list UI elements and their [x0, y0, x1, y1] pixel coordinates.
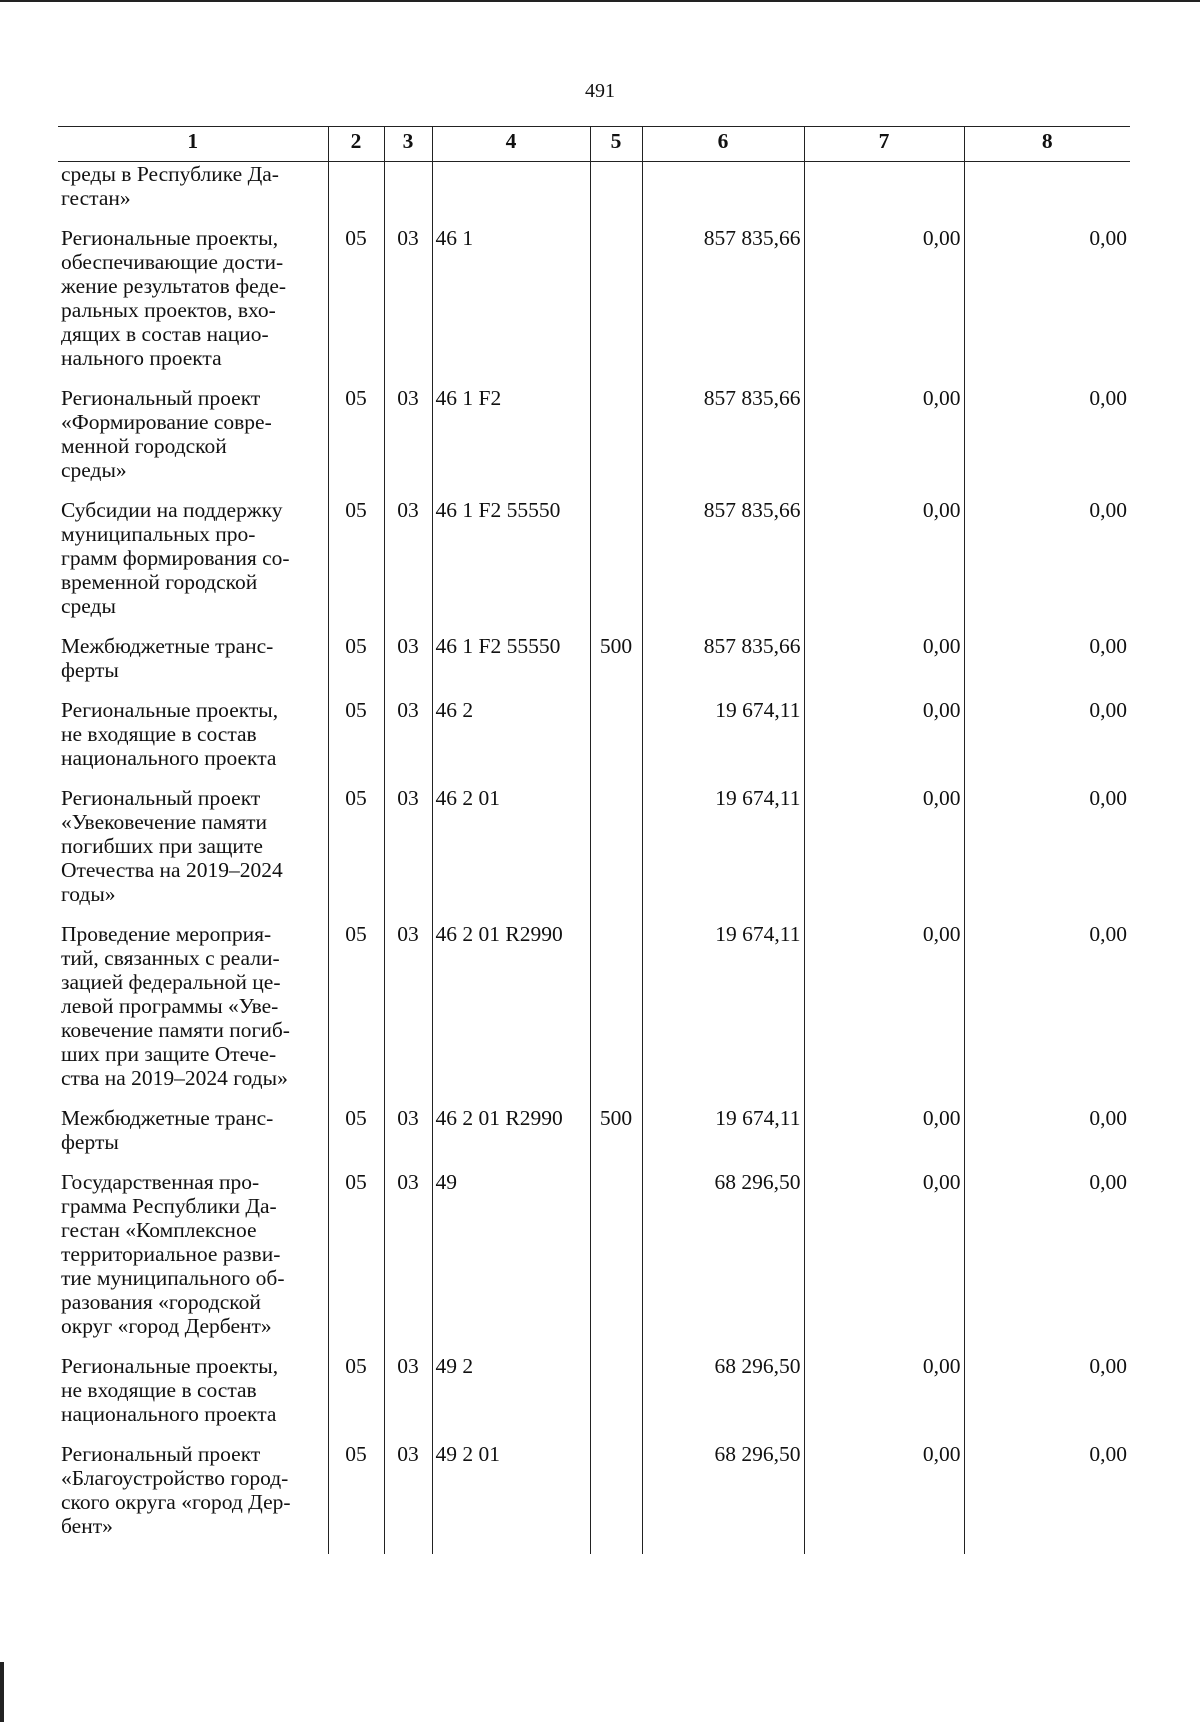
spacer-cell [432, 1338, 590, 1354]
amount-col8: 0,00 [964, 786, 1130, 906]
spacer-cell [964, 370, 1130, 386]
spacer-cell [804, 1538, 964, 1554]
expense-type-code [590, 226, 642, 370]
amount-col6: 857 835,66 [642, 386, 804, 482]
amount-col6: 857 835,66 [642, 226, 804, 370]
row-name: Проведение мероприя- тий, связанных с реали- зацией федеральной це- левой программы «Уве- ковечение памяти погиб- ших при защите Отече- ства на 2019–2024 годы» [58, 922, 328, 1090]
spacer-cell [384, 482, 432, 498]
amount-col7: 0,00 [804, 1170, 964, 1338]
spacer-cell [804, 682, 964, 698]
table-header-row [58, 127, 1130, 162]
amount-col6: 68 296,50 [642, 1442, 804, 1538]
row-name: Субсидии на поддержку муниципальных про- грамм формирования со- временной городской среды [58, 498, 328, 618]
target-article-code: 46 2 01 R2990 [432, 922, 590, 1090]
spacer-cell [590, 1154, 642, 1170]
row-spacer [58, 906, 1130, 922]
table-row [58, 1354, 1130, 1426]
spacer-cell [384, 618, 432, 634]
subsection-code: 03 [384, 1442, 432, 1538]
spacer-cell [804, 770, 964, 786]
subsection-code: 03 [384, 922, 432, 1090]
spacer-cell [804, 210, 964, 226]
expense-type-code [590, 498, 642, 618]
section-code: 05 [328, 1170, 384, 1338]
table-row [58, 634, 1130, 682]
spacer-cell [804, 1090, 964, 1106]
spacer-cell [432, 1538, 590, 1554]
spacer-cell [384, 1338, 432, 1354]
target-article-code: 49 [432, 1170, 590, 1338]
spacer-cell [432, 210, 590, 226]
row-name: Региональные проекты, не входящие в состав национального проекта [58, 1354, 328, 1426]
amount-col6: 19 674,11 [642, 698, 804, 770]
expense-type-code [590, 922, 642, 1090]
spacer-cell [328, 1338, 384, 1354]
spacer-cell [432, 1154, 590, 1170]
target-article-code [432, 162, 590, 211]
spacer-cell [642, 482, 804, 498]
table-row [58, 226, 1130, 370]
row-name: Региональный проект «Увековечение памяти погибших при защите Отечества на 2019–2024 годы» [58, 786, 328, 906]
amount-col8: 0,00 [964, 634, 1130, 682]
subsection-code: 03 [384, 1106, 432, 1154]
expense-type-code [590, 1354, 642, 1426]
spacer-cell [432, 682, 590, 698]
table-row [58, 698, 1130, 770]
spacer-cell [328, 1426, 384, 1442]
row-spacer [58, 770, 1130, 786]
row-spacer [58, 210, 1130, 226]
amount-col6: 19 674,11 [642, 922, 804, 1090]
table-row [58, 1170, 1130, 1338]
row-spacer [58, 1426, 1130, 1442]
amount-col7: 0,00 [804, 1442, 964, 1538]
column-header: 7 [804, 127, 964, 162]
section-code: 05 [328, 226, 384, 370]
spacer-cell [384, 210, 432, 226]
spacer-cell [964, 1426, 1130, 1442]
spacer-cell [642, 906, 804, 922]
spacer-cell [328, 210, 384, 226]
spacer-cell [964, 210, 1130, 226]
spacer-cell [964, 1154, 1130, 1170]
amount-col8: 0,00 [964, 922, 1130, 1090]
expense-type-code [590, 386, 642, 482]
amount-col7: 0,00 [804, 1354, 964, 1426]
table-row [58, 1106, 1130, 1154]
target-article-code: 49 2 01 [432, 1442, 590, 1538]
spacer-cell [432, 1426, 590, 1442]
top-border-line [0, 0, 1200, 2]
section-code: 05 [328, 786, 384, 906]
row-spacer [58, 1338, 1130, 1354]
row-name: Региональные проекты, обеспечивающие дости- жение результатов феде- ральных проектов, вхо- дящих в состав нацио- нального проекта [58, 226, 328, 370]
spacer-cell [804, 482, 964, 498]
amount-col6 [642, 162, 804, 211]
table-row [58, 386, 1130, 482]
spacer-cell [642, 1090, 804, 1106]
spacer-cell [58, 1426, 328, 1442]
target-article-code: 46 1 [432, 226, 590, 370]
amount-col8: 0,00 [964, 226, 1130, 370]
spacer-cell [432, 770, 590, 786]
row-name: Региональные проекты, не входящие в состав национального проекта [58, 698, 328, 770]
spacer-cell [328, 482, 384, 498]
spacer-cell [58, 1538, 328, 1554]
spacer-cell [590, 618, 642, 634]
spacer-cell [964, 1338, 1130, 1354]
amount-col6: 68 296,50 [642, 1170, 804, 1338]
amount-col8: 0,00 [964, 498, 1130, 618]
subsection-code: 03 [384, 634, 432, 682]
spacer-cell [384, 1426, 432, 1442]
spacer-cell [432, 618, 590, 634]
section-code: 05 [328, 922, 384, 1090]
table-row [58, 498, 1130, 618]
column-header: 3 [384, 127, 432, 162]
spacer-cell [642, 1426, 804, 1442]
target-article-code: 46 1 F2 [432, 386, 590, 482]
target-article-code: 46 2 [432, 698, 590, 770]
table-row [58, 922, 1130, 1090]
spacer-cell [964, 682, 1130, 698]
left-margin-mark [0, 1662, 4, 1722]
spacer-cell [432, 370, 590, 386]
amount-col6: 19 674,11 [642, 1106, 804, 1154]
spacer-cell [590, 482, 642, 498]
row-name: Региональный проект «Благоустройство город- ского округа «город Дер- бент» [58, 1442, 328, 1538]
spacer-cell [590, 906, 642, 922]
target-article-code: 46 1 F2 55550 [432, 634, 590, 682]
column-header: 1 [58, 127, 328, 162]
spacer-cell [964, 1538, 1130, 1554]
amount-col6: 857 835,66 [642, 634, 804, 682]
spacer-cell [964, 770, 1130, 786]
row-spacer [58, 482, 1130, 498]
page-number: 491 [585, 80, 615, 102]
spacer-cell [590, 682, 642, 698]
subsection-code: 03 [384, 1354, 432, 1426]
amount-col7 [804, 162, 964, 211]
row-spacer [58, 370, 1130, 386]
row-spacer [58, 618, 1130, 634]
section-code [328, 162, 384, 211]
spacer-cell [804, 1154, 964, 1170]
subsection-code: 03 [384, 1170, 432, 1338]
spacer-cell [590, 770, 642, 786]
amount-col7: 0,00 [804, 698, 964, 770]
spacer-cell [384, 770, 432, 786]
spacer-cell [58, 1338, 328, 1354]
expense-type-code [590, 1442, 642, 1538]
subsection-code: 03 [384, 226, 432, 370]
subsection-code: 03 [384, 698, 432, 770]
column-header: 4 [432, 127, 590, 162]
spacer-cell [384, 682, 432, 698]
spacer-cell [590, 1090, 642, 1106]
spacer-cell [384, 370, 432, 386]
spacer-cell [590, 210, 642, 226]
row-spacer [58, 682, 1130, 698]
column-header: 2 [328, 127, 384, 162]
column-header: 8 [964, 127, 1130, 162]
subsection-code: 03 [384, 386, 432, 482]
spacer-cell [58, 1090, 328, 1106]
expense-type-code: 500 [590, 1106, 642, 1154]
expense-type-code: 500 [590, 634, 642, 682]
row-name: Государственная про- грамма Республики Да- гестан «Комплексное территориальное разви- тие муниципального об- разования «городской округ «город Дербент» [58, 1170, 328, 1338]
spacer-cell [328, 906, 384, 922]
spacer-cell [58, 682, 328, 698]
spacer-cell [328, 370, 384, 386]
spacer-cell [384, 1090, 432, 1106]
spacer-cell [642, 1538, 804, 1554]
spacer-cell [384, 906, 432, 922]
amount-col7: 0,00 [804, 226, 964, 370]
row-spacer [58, 1090, 1130, 1106]
table-row [58, 1442, 1130, 1538]
amount-col7: 0,00 [804, 1106, 964, 1154]
row-spacer [58, 1154, 1130, 1170]
subsection-code [384, 162, 432, 211]
spacer-cell [804, 1426, 964, 1442]
target-article-code: 46 1 F2 55550 [432, 498, 590, 618]
target-article-code: 49 2 [432, 1354, 590, 1426]
amount-col6: 857 835,66 [642, 498, 804, 618]
subsection-code: 03 [384, 498, 432, 618]
spacer-cell [964, 1090, 1130, 1106]
amount-col8: 0,00 [964, 1442, 1130, 1538]
spacer-cell [58, 482, 328, 498]
row-name: Межбюджетные транс- ферты [58, 1106, 328, 1154]
section-code: 05 [328, 1106, 384, 1154]
spacer-cell [58, 906, 328, 922]
spacer-cell [642, 618, 804, 634]
spacer-cell [642, 1338, 804, 1354]
section-code: 05 [328, 698, 384, 770]
spacer-cell [590, 1426, 642, 1442]
table-row [58, 162, 1130, 211]
spacer-cell [384, 1154, 432, 1170]
amount-col7: 0,00 [804, 498, 964, 618]
spacer-cell [804, 906, 964, 922]
amount-col8: 0,00 [964, 1354, 1130, 1426]
budget-table [58, 126, 1130, 1554]
amount-col7: 0,00 [804, 786, 964, 906]
spacer-cell [432, 1090, 590, 1106]
spacer-cell [642, 210, 804, 226]
spacer-cell [804, 618, 964, 634]
spacer-cell [58, 618, 328, 634]
section-code: 05 [328, 1442, 384, 1538]
spacer-cell [590, 1338, 642, 1354]
spacer-cell [804, 370, 964, 386]
spacer-cell [964, 482, 1130, 498]
spacer-cell [642, 682, 804, 698]
amount-col8: 0,00 [964, 1106, 1130, 1154]
spacer-cell [642, 370, 804, 386]
table-row [58, 786, 1130, 906]
row-name: Региональный проект «Формирование совре- менной городской среды» [58, 386, 328, 482]
section-code: 05 [328, 386, 384, 482]
table-body [58, 162, 1130, 1555]
column-header: 6 [642, 127, 804, 162]
expense-type-code [590, 1170, 642, 1338]
spacer-cell [58, 370, 328, 386]
amount-col7: 0,00 [804, 634, 964, 682]
expense-type-code [590, 162, 642, 211]
subsection-code: 03 [384, 786, 432, 906]
section-code: 05 [328, 1354, 384, 1426]
spacer-cell [590, 1538, 642, 1554]
spacer-cell [590, 370, 642, 386]
spacer-cell [328, 1090, 384, 1106]
spacer-cell [328, 1538, 384, 1554]
amount-col8: 0,00 [964, 386, 1130, 482]
amount-col8: 0,00 [964, 1170, 1130, 1338]
spacer-cell [384, 1538, 432, 1554]
spacer-cell [964, 906, 1130, 922]
row-name: Межбюджетные транс- ферты [58, 634, 328, 682]
target-article-code: 46 2 01 R2990 [432, 1106, 590, 1154]
expense-type-code [590, 698, 642, 770]
section-code: 05 [328, 498, 384, 618]
amount-col8: 0,00 [964, 698, 1130, 770]
spacer-cell [328, 618, 384, 634]
spacer-cell [58, 770, 328, 786]
spacer-cell [328, 682, 384, 698]
spacer-cell [964, 618, 1130, 634]
amount-col7: 0,00 [804, 922, 964, 1090]
amount-col6: 19 674,11 [642, 786, 804, 906]
spacer-cell [642, 770, 804, 786]
amount-col6: 68 296,50 [642, 1354, 804, 1426]
row-spacer [58, 1538, 1130, 1554]
column-header: 5 [590, 127, 642, 162]
spacer-cell [328, 1154, 384, 1170]
spacer-cell [432, 482, 590, 498]
amount-col8 [964, 162, 1130, 211]
section-code: 05 [328, 634, 384, 682]
expense-type-code [590, 786, 642, 906]
row-name: среды в Республике Да- гестан» [58, 162, 328, 211]
spacer-cell [804, 1338, 964, 1354]
amount-col7: 0,00 [804, 386, 964, 482]
target-article-code: 46 2 01 [432, 786, 590, 906]
spacer-cell [328, 770, 384, 786]
spacer-cell [58, 210, 328, 226]
spacer-cell [432, 906, 590, 922]
spacer-cell [58, 1154, 328, 1170]
spacer-cell [642, 1154, 804, 1170]
